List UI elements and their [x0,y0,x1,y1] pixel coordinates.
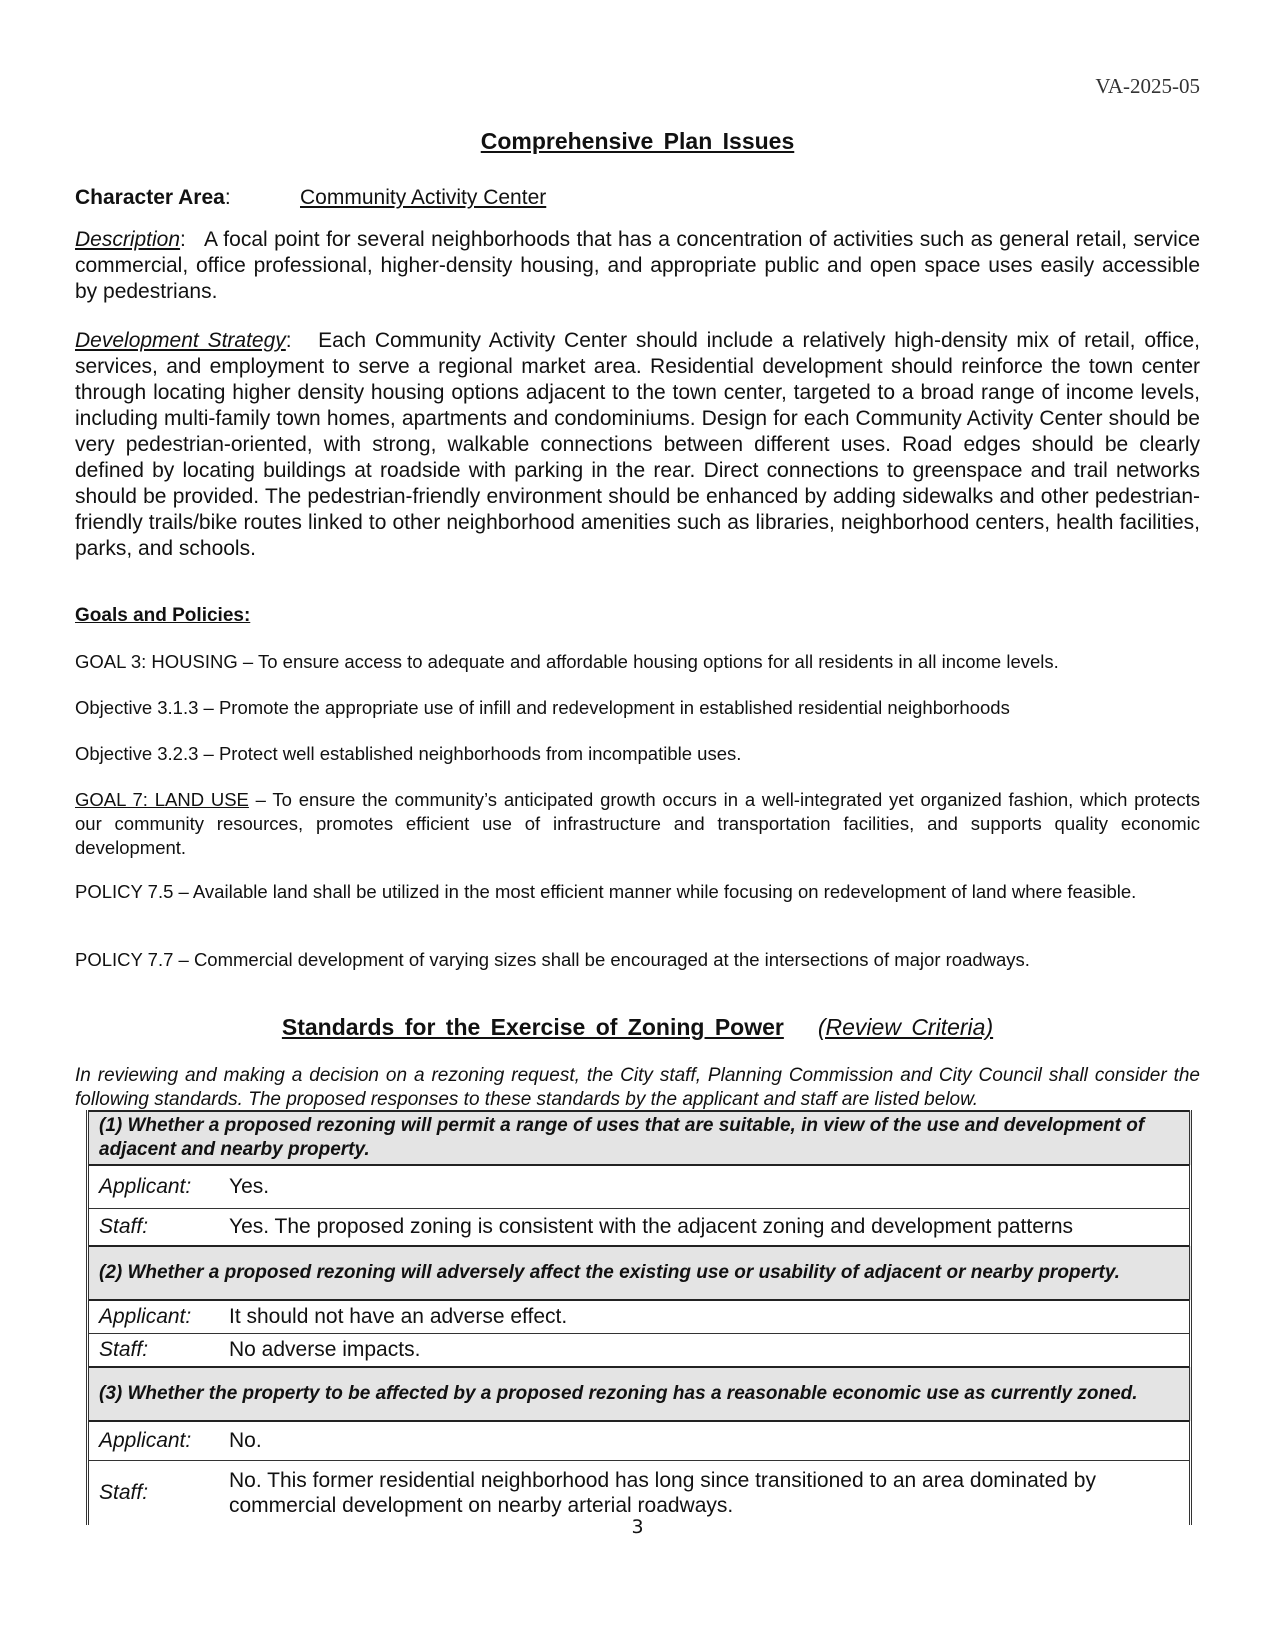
criterion-question [88,1246,1191,1300]
goal-7 [75,788,1200,860]
development-strategy-text: Each Community Activity Center should include a relatively high-density mix of retail, office, services, and employment to serve a regional market area. Residential development should reinforce the town center through locating higher density housing options adjacent to the town center, targeted to a broad range of income levels, including multi-family town homes, apartments and condominiums. Design for each Community Activity Center should be very pedestrian-oriented, with strong, walkable connections between different uses. Road edges should be clearly defined by locating buildings at roadside with parking in the rear. Direct connections to greenspace and trail networks should be provided. The pedestrian-friendly environment should be enhanced by adding sidewalks and other pedestrian-friendly trails/bike routes linked to other neighborhood amenities such as libraries, neighborhood centers, health facilities, parks, and schools. [75,329,1200,560]
criterion-2-staff-answer: No adverse impacts. [219,1334,1191,1368]
standards-title [0,1014,1275,1041]
description-paragraph: Description: A focal point for several neighborhoods that has a concentration of activities such as general retail, service commercial, office professional, higher-density housing, and appropriate public and open space uses easily accessible by pedestrians. [75,228,1200,303]
standards-title-text: Standards for the Exercise of Zoning Power [281,1014,784,1040]
development-strategy-paragraph: Development Strategy: Each Community Activity Center should include a relatively high-density mix of retail, office, services, and employment to serve a regional market area. Residential development should reinforce the town center through locating higher density housing options adjacent to the town center, targeted to a broad range of income levels, including multi-family town homes, apartments and condominiums. Design for each Community Activity Center should be very pedestrian-oriented, with strong, walkable connections between different uses. Road edges should be clearly defined by locating buildings at roadside with parking in the rear. Direct connections to greenspace and trail networks should be provided. The pedestrian-friendly environment should be enhanced by adding sidewalks and other pedestrian-friendly trails/bike routes linked to other neighborhood amenities such as libraries, neighborhood centers, health facilities, parks, and schools. [75,329,1200,560]
criterion-question [88,1367,1191,1421]
page-number: 3 [631,1516,644,1538]
table-row [88,1209,1191,1247]
criterion-2-staff-label: Staff: [88,1334,220,1368]
description-text: A focal point for several neighborhoods that has a concentration of activities such as general retail, service commercial, office professional, higher-density housing, and appropriate public and open space uses easily accessible by pedestrians. [75,228,1200,303]
criterion-2-question: (2) Whether a proposed rezoning will adversely affect the existing use or usability of adjacent or nearby property. [88,1246,1191,1300]
criterion-1-staff-label: Staff: [88,1209,220,1247]
character-area-value: Community Activity Center [300,186,547,209]
standards-subtitle: (Review Criteria) [817,1014,994,1040]
goal-7-text: – To ensure the community’s anticipated growth occurs in a well-integrated yet organized fashion, which protects our community resources, promotes efficient use of infrastructure and transportation facilities, and supports quality economic development. [75,789,1200,858]
description-label: Description [75,228,181,251]
criterion-2-applicant-answer: It should not have an adverse effect. [219,1300,1191,1334]
criterion-question [88,1111,1191,1165]
standards-table [86,1110,1192,1525]
criterion-1-question: (1) Whether a proposed rezoning will permit a range of uses that are suitable, in view of the use and development of adjacent and nearby property. [88,1111,1191,1165]
criterion-1-applicant-label: Applicant: [88,1165,220,1209]
objective-3-2-3: Objective 3.2.3 – Protect well established neighborhoods from incompatible uses. [75,743,742,764]
criterion-3-staff-answer: No. This former residential neighborhood has long since transitioned to an area dominated by commercial development on nearby arterial roadways. [219,1461,1191,1526]
objective-3-1-3: Objective 3.1.3 – Promote the appropriate use of infill and redevelopment in established residential neighborhoods [75,697,1010,718]
criterion-3-question: (3) Whether the property to be affected by a proposed rezoning has a reasonable economic use as currently zoned. [88,1367,1191,1421]
criterion-3-applicant-label: Applicant: [88,1421,220,1461]
page-title: Comprehensive Plan Issues [480,128,795,154]
goal-3: GOAL 3: HOUSING – To ensure access to adequate and affordable housing options for all residents in all income levels. [75,651,1059,672]
criterion-1-applicant-answer: Yes. [219,1165,1191,1209]
policy-7-7: POLICY 7.7 – Commercial development of varying sizes shall be encouraged at the intersections of major roadways. [75,949,1030,970]
goals-heading: Goals and Policies: [75,605,251,626]
criterion-3-applicant-answer: No. [219,1421,1191,1461]
criterion-3-staff-label: Staff: [88,1461,220,1526]
table-row [88,1421,1191,1461]
standards-intro: In reviewing and making a decision on a rezoning request, the City staff, Planning Commission and City Council shall consider the following standards. The proposed responses to these standards by the applicant and staff are listed below. [75,1065,1200,1110]
criterion-2-applicant-label: Applicant: [88,1300,220,1334]
goal-7-label: GOAL 7: LAND USE [75,789,249,810]
document-id: VA-2025-05 [1095,74,1200,98]
policy-7-5: POLICY 7.5 – Available land shall be utilized in the most efficient manner while focusing on redevelopment of land where feasible. [75,881,1137,902]
table-row [88,1334,1191,1368]
character-area: Character Area: Community Activity Center [75,186,547,209]
table-row [88,1165,1191,1209]
criterion-1-staff-answer: Yes. The proposed zoning is consistent with the adjacent zoning and development patterns [219,1209,1191,1247]
character-area-label: Character Area [75,186,225,209]
table-row [88,1300,1191,1334]
development-strategy-label: Development Strategy [75,329,286,352]
